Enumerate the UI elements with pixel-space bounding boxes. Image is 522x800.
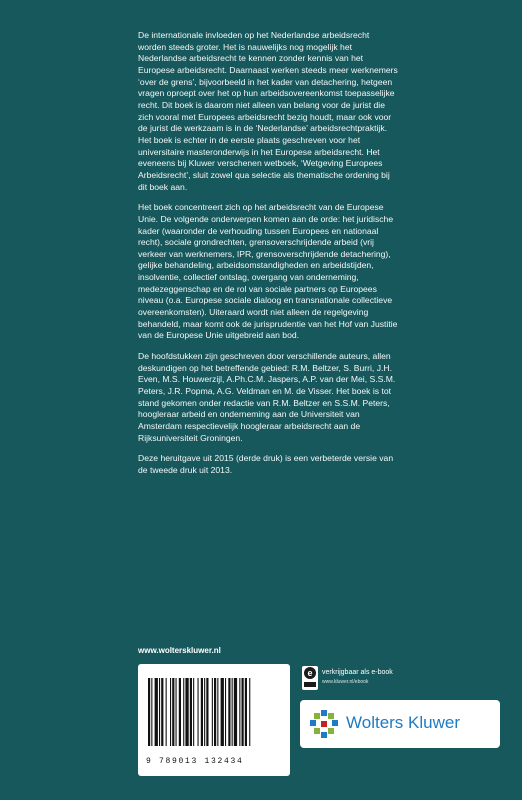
publisher-logo <box>300 700 500 748</box>
ebook-title: verkrijgbaar als e-book <box>322 669 393 676</box>
logo-text: Wolters Kluwer <box>346 713 460 732</box>
paragraph-1: De internationale invloeden op het Nederlandse arbeidsrecht worden steeds groter. Het is nauwelijks nog mogelijk het Nederlandse arbeidsrecht te kennen zonder kennis van het Europese arbeidsrecht. Daarnaast werken steeds meer werknemers ‘over de grens’, bijvoorbeeld in het kader van detachering, hetgeen vragen oproept over het op hun arbeidsovereenkomst toepasselijke recht. Dit boek is daarom niet alleen van belang voor de jurist die zich vooral met Europees arbeidsrecht bezig houdt, maar ook voor de jurist die werkzaam is in de ‘Nederlandse’ arbeidsrechtpraktijk. Het boek is echter in de eerste plaats geschreven voor het universitaire masteronderwijs in het Europese arbeidsrecht. Het eveneens bij Kluwer verschenen wetboek, ‘Wetgeving Europees Arbeidsrecht’, sluit zowel qua selectie als thematische ordening bij dit boek aan. <box>138 30 398 192</box>
isbn-barcode <box>138 664 290 776</box>
paragraph-4: Deze heruitgave uit 2015 (derde druk) is een verbeterde versie van de tweede druk uit 2013. <box>138 453 394 475</box>
barcode-bars <box>148 678 280 746</box>
wolters-kluwer-logo-icon <box>308 708 340 740</box>
paragraph-3: De hoofdstukken zijn geschreven door verschillende auteurs, allen deskundigen op het betreffende gebied: R.M. Beltzer, S. Burri, J.H. Even, M.S. Houwerzijl, A.Ph.C.M. Jaspers, A.P. van der Mei, S.S.M. Peters, J.R. Popma, A.G. Veldman en M. de Visser. Het boek is tot stand gekomen onder redactie van R.M. Beltzer en S.S.M. Peters, hoogleraar arbeid en onderneming aan de Universiteit van Amsterdam respectievelijk hoogleraar arbeidsrecht aan de Rijksuniversiteit Groningen. <box>138 351 396 443</box>
e-book-icon: e <box>302 666 318 690</box>
ebook-url: www.kluwer.nl/ebook <box>322 679 369 685</box>
publisher-website: www.wolterskluwer.nl <box>138 646 221 655</box>
isbn-number: 9 789013 132434 <box>146 757 244 766</box>
cover-description <box>138 30 398 486</box>
paragraph-2: Het boek concentreert zich op het arbeidsrecht van de Europese Unie. De volgende onderwerpen komen aan de orde: het juridische kader (waaronder de verhouding tussen Europees en nationaal recht), sociale grondrechten, grensoverschrijdende arbeid (vrij verkeer van werknemers, IPR, grensoverschrijdende detachering), gelijke behandeling, arbeidsomstandigheden en arbeidstijden, insolventie, collectief ontslag, overgang van onderneming, medezeggenschap en de rol van sociale partners op Europees niveau (o.a. Europese sociale dialoog en transnationale collectieve overeenkomsten). Uiteraard wordt niet alleen de regelgeving behandeld, maar komt ook de jurisprudentie van het Hof van Justitie van de Europese Unie uitgebreid aan bod. <box>138 202 398 341</box>
